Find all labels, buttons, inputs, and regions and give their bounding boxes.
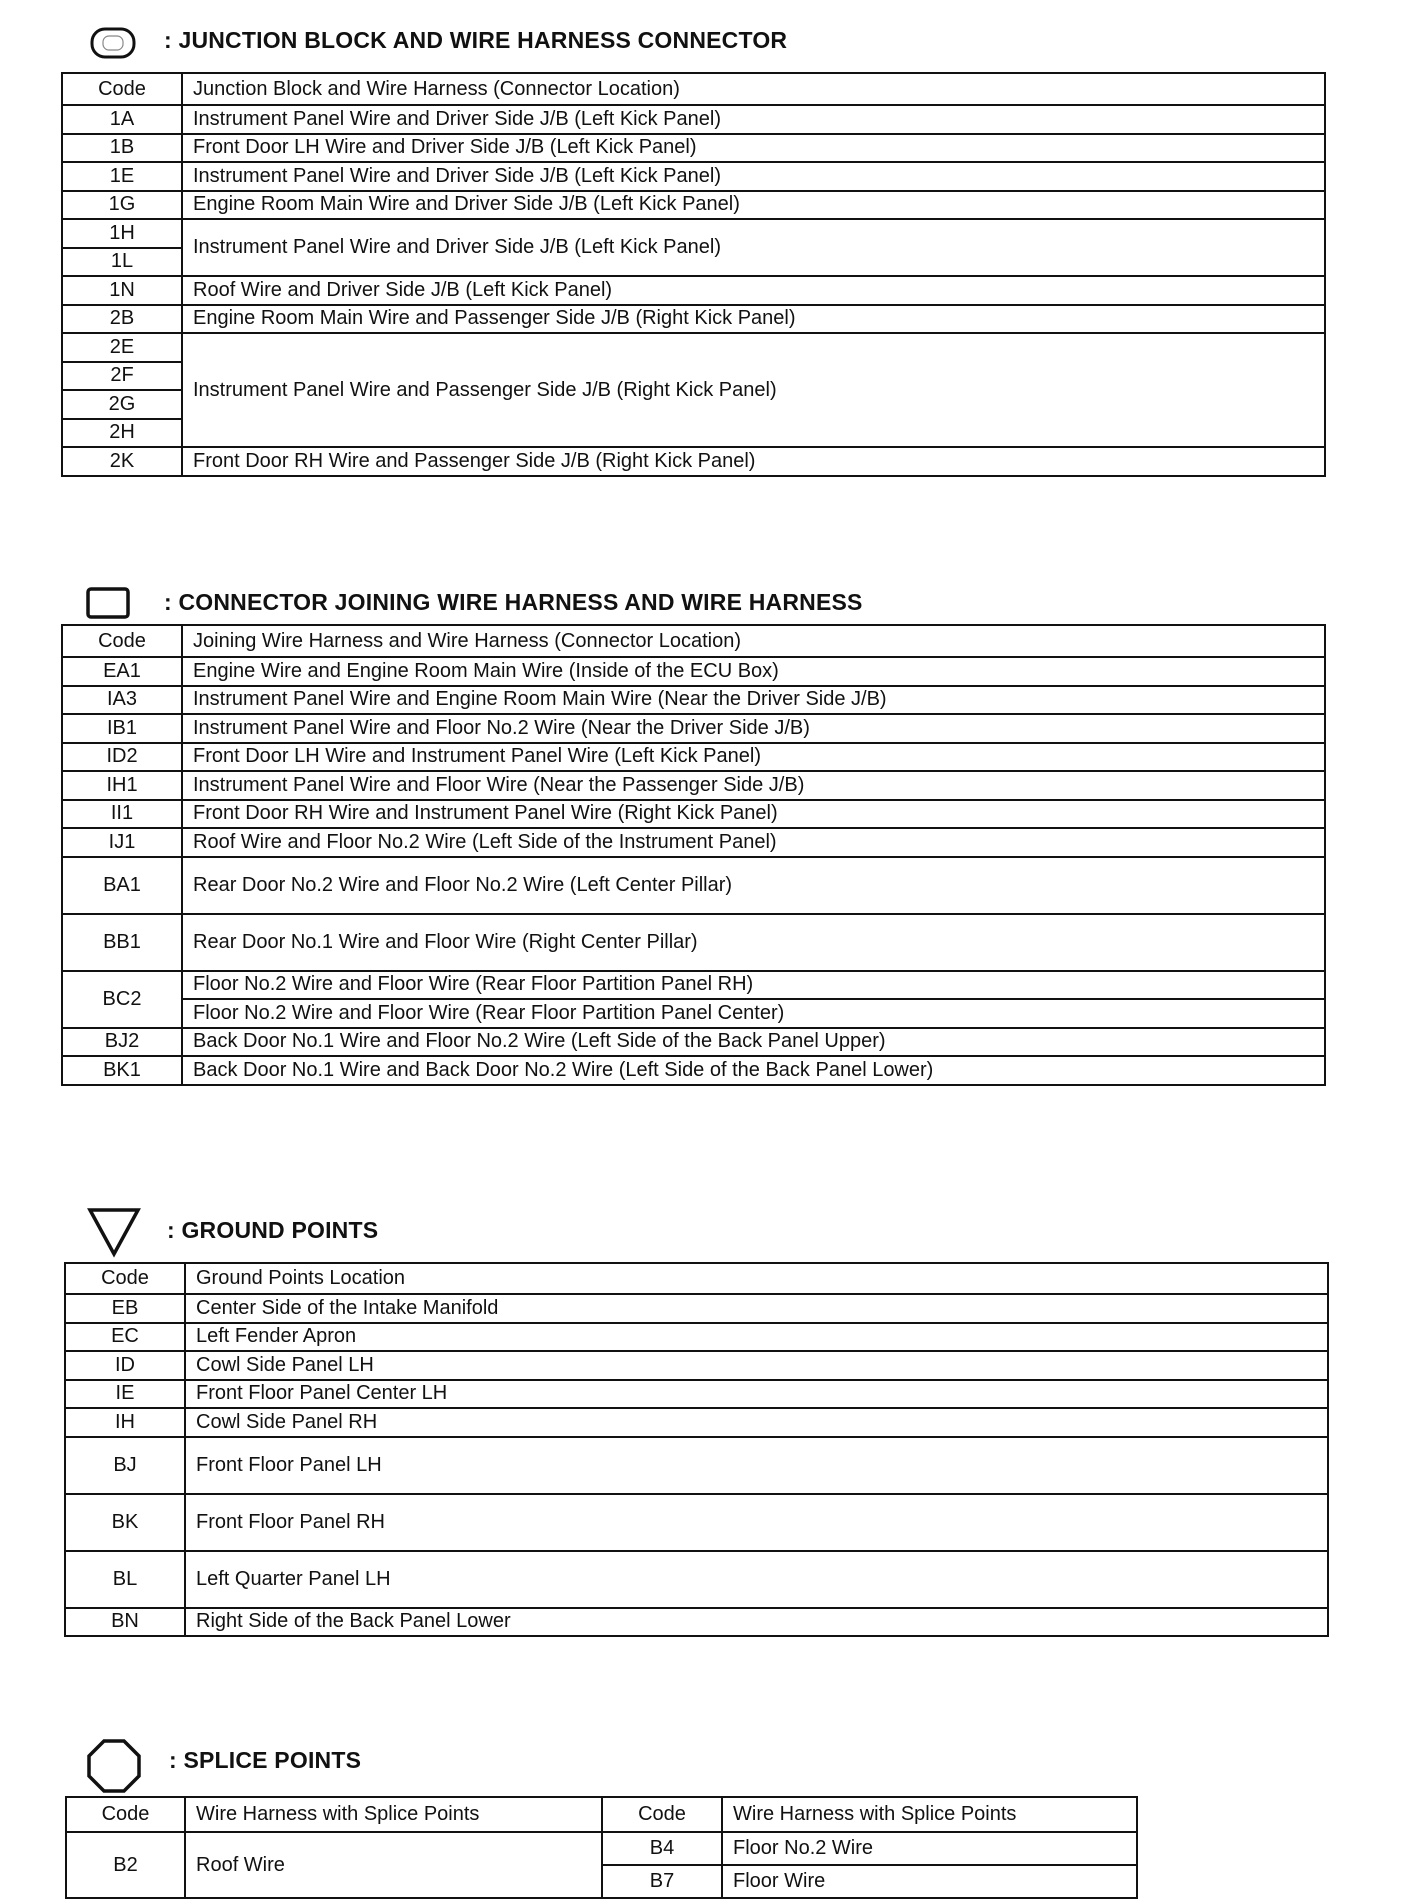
description-cell: Center Side of the Intake Manifold	[185, 1294, 1328, 1323]
table-row	[62, 999, 1325, 1028]
description-cell: Roof Wire and Driver Side J/B (Left Kick Panel)	[182, 276, 1325, 305]
connector-heading	[164, 584, 863, 620]
table-row	[62, 191, 1325, 220]
splice-points-heading	[169, 1742, 361, 1778]
description-cell: Back Door No.1 Wire and Back Door No.2 Wire (Left Side of the Back Panel Lower)	[182, 1056, 1325, 1085]
code-cell: 1N	[62, 276, 182, 305]
section-title: : JUNCTION BLOCK AND WIRE HARNESS CONNECTOR	[164, 26, 788, 53]
description-cell: Instrument Panel Wire and Floor No.2 Wire (Near the Driver Side J/B)	[182, 714, 1325, 743]
table-row	[62, 971, 1325, 1000]
description-cell: Right Side of the Back Panel Lower	[185, 1608, 1328, 1637]
description-cell: Front Floor Panel LH	[185, 1437, 1328, 1494]
description-cell: Rear Door No.1 Wire and Floor Wire (Right Center Pillar)	[182, 914, 1325, 971]
table-row	[65, 1351, 1328, 1380]
code-cell: II1	[62, 800, 182, 829]
code-cell: BA1	[62, 857, 182, 914]
code-cell: ID	[65, 1351, 185, 1380]
code-cell: BB1	[62, 914, 182, 971]
code-cell: B4	[602, 1832, 722, 1865]
description-cell: Back Door No.1 Wire and Floor No.2 Wire (Left Side of the Back Panel Upper)	[182, 1028, 1325, 1057]
table-row	[62, 276, 1325, 305]
header-description: Wire Harness with Splice Points	[722, 1797, 1137, 1832]
code-cell: B7	[602, 1865, 722, 1898]
table-row	[62, 914, 1325, 971]
table-row	[65, 1323, 1328, 1352]
description-cell: Front Door RH Wire and Instrument Panel Wire (Right Kick Panel)	[182, 800, 1325, 829]
splice-points-table	[65, 1796, 1138, 1899]
section-title: : GROUND POINTS	[167, 1216, 379, 1243]
code-cell: 2H	[62, 419, 182, 448]
table-row	[62, 743, 1325, 772]
code-cell: 2B	[62, 305, 182, 334]
code-cell: IA3	[62, 686, 182, 715]
description-cell: Left Quarter Panel LH	[185, 1551, 1328, 1608]
description-cell: Instrument Panel Wire and Floor Wire (Near the Passenger Side J/B)	[182, 771, 1325, 800]
table-row	[62, 800, 1325, 829]
table-row	[65, 1494, 1328, 1551]
description-cell: Instrument Panel Wire and Engine Room Main Wire (Near the Driver Side J/B)	[182, 686, 1325, 715]
table-row	[62, 305, 1325, 334]
code-cell: IE	[65, 1380, 185, 1409]
table-row	[65, 1380, 1328, 1409]
ground-point-triangle-icon	[86, 1206, 142, 1258]
table-header-row	[65, 1263, 1328, 1294]
code-cell: BC2	[62, 971, 182, 1028]
table-row	[62, 134, 1325, 163]
code-cell: BJ2	[62, 1028, 182, 1057]
description-cell: Front Door LH Wire and Instrument Panel Wire (Left Kick Panel)	[182, 743, 1325, 772]
code-cell: 1A	[62, 105, 182, 134]
table-row	[62, 714, 1325, 743]
table-row	[62, 1028, 1325, 1057]
table-row	[62, 105, 1325, 134]
description-cell: Floor No.2 Wire and Floor Wire (Rear Floor Partition Panel Center)	[182, 999, 1325, 1028]
description-cell: Engine Wire and Engine Room Main Wire (Inside of the ECU Box)	[182, 657, 1325, 686]
code-cell: IH	[65, 1408, 185, 1437]
code-cell: 1G	[62, 191, 182, 220]
description-cell: Engine Room Main Wire and Passenger Side J/B (Right Kick Panel)	[182, 305, 1325, 334]
description-cell: Instrument Panel Wire and Driver Side J/B (Left Kick Panel)	[182, 105, 1325, 134]
description-cell: Front Door RH Wire and Passenger Side J/B (Right Kick Panel)	[182, 447, 1325, 476]
table-row	[65, 1608, 1328, 1637]
code-cell: BL	[65, 1551, 185, 1608]
header-code: Code	[65, 1263, 185, 1294]
table-row	[62, 162, 1325, 191]
description-cell: Floor Wire	[722, 1865, 1137, 1898]
header-code: Code	[62, 73, 182, 105]
section-title: : SPLICE POINTS	[169, 1746, 362, 1773]
header-description: Ground Points Location	[185, 1263, 1328, 1294]
code-cell: 1E	[62, 162, 182, 191]
table-row	[65, 1551, 1328, 1608]
header-description: Joining Wire Harness and Wire Harness (Connector Location)	[182, 625, 1325, 657]
description-cell: Front Floor Panel Center LH	[185, 1380, 1328, 1409]
table-row	[62, 333, 1325, 362]
code-cell: ID2	[62, 743, 182, 772]
junction-block-symbol-icon	[90, 26, 136, 60]
table-row	[62, 1056, 1325, 1085]
table-header-row	[66, 1797, 1137, 1832]
description-cell: Instrument Panel Wire and Driver Side J/B (Left Kick Panel)	[182, 219, 1325, 276]
splice-point-octagon-icon	[86, 1738, 142, 1794]
description-cell: Cowl Side Panel LH	[185, 1351, 1328, 1380]
code-cell: 2F	[62, 362, 182, 391]
description-cell: Left Fender Apron	[185, 1323, 1328, 1352]
code-cell: EA1	[62, 657, 182, 686]
table-row	[65, 1294, 1328, 1323]
code-cell: 1B	[62, 134, 182, 163]
code-cell: IJ1	[62, 828, 182, 857]
description-cell: Front Door LH Wire and Driver Side J/B (Left Kick Panel)	[182, 134, 1325, 163]
code-cell: 2G	[62, 390, 182, 419]
header-code: Code	[66, 1797, 185, 1832]
table-row	[62, 686, 1325, 715]
junction-block-table	[61, 72, 1326, 477]
code-cell: 2E	[62, 333, 182, 362]
code-cell: 1L	[62, 248, 182, 277]
code-cell: IH1	[62, 771, 182, 800]
table-row	[62, 828, 1325, 857]
header-description: Junction Block and Wire Harness (Connector Location)	[182, 73, 1325, 105]
table-row	[62, 857, 1325, 914]
description-cell: Instrument Panel Wire and Driver Side J/B (Left Kick Panel)	[182, 162, 1325, 191]
code-cell: 1H	[62, 219, 182, 248]
code-cell: BK1	[62, 1056, 182, 1085]
code-cell: BJ	[65, 1437, 185, 1494]
code-cell: IB1	[62, 714, 182, 743]
description-cell: Roof Wire	[185, 1832, 602, 1898]
connector-table	[61, 624, 1326, 1086]
table-row	[65, 1408, 1328, 1437]
code-cell: EC	[65, 1323, 185, 1352]
code-cell: BN	[65, 1608, 185, 1637]
header-code: Code	[602, 1797, 722, 1832]
code-cell: B2	[66, 1832, 185, 1898]
code-cell: 2K	[62, 447, 182, 476]
description-cell: Floor No.2 Wire	[722, 1832, 1137, 1865]
code-cell: EB	[65, 1294, 185, 1323]
description-cell: Engine Room Main Wire and Driver Side J/B (Left Kick Panel)	[182, 191, 1325, 220]
table-row	[65, 1437, 1328, 1494]
table-row	[62, 771, 1325, 800]
header-code: Code	[62, 625, 182, 657]
ground-points-table	[64, 1262, 1329, 1637]
description-cell: Rear Door No.2 Wire and Floor No.2 Wire (Left Center Pillar)	[182, 857, 1325, 914]
description-cell: Roof Wire and Floor No.2 Wire (Left Side of the Instrument Panel)	[182, 828, 1325, 857]
code-cell: BK	[65, 1494, 185, 1551]
description-cell: Instrument Panel Wire and Passenger Side J/B (Right Kick Panel)	[182, 333, 1325, 447]
table-row	[66, 1832, 1137, 1865]
section-title: : CONNECTOR JOINING WIRE HARNESS AND WIRE HARNESS	[164, 588, 863, 615]
table-row	[62, 657, 1325, 686]
connector-symbol-icon	[86, 586, 130, 620]
description-cell: Front Floor Panel RH	[185, 1494, 1328, 1551]
table-row	[62, 219, 1325, 248]
description-cell: Cowl Side Panel RH	[185, 1408, 1328, 1437]
table-header-row	[62, 625, 1325, 657]
table-header-row	[62, 73, 1325, 105]
junction-block-heading	[164, 22, 787, 58]
table-row	[62, 447, 1325, 476]
ground-points-heading	[167, 1212, 378, 1248]
header-description: Wire Harness with Splice Points	[185, 1797, 602, 1832]
description-cell: Floor No.2 Wire and Floor Wire (Rear Floor Partition Panel RH)	[182, 971, 1325, 1000]
